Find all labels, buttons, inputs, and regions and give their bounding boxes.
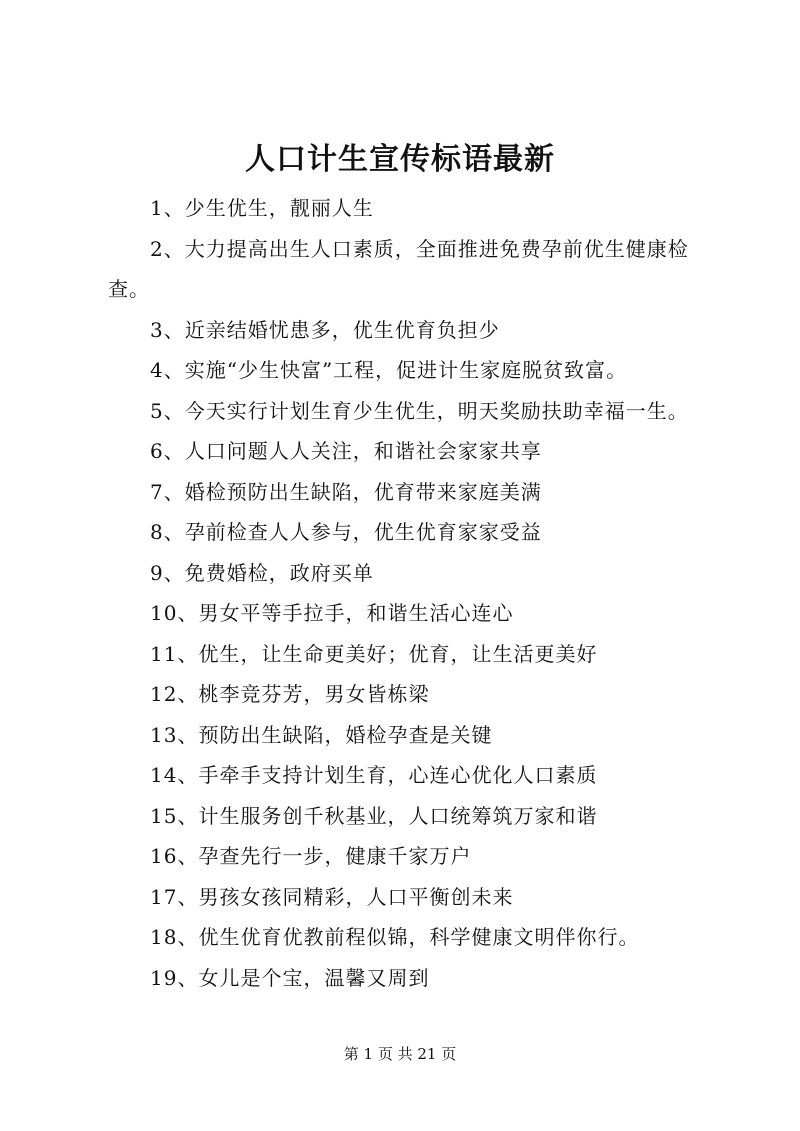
list-item: 4、实施“少生快富”工程，促进计生家庭脱贫致富。	[150, 358, 628, 382]
list-item: 11、优生，让生命更美好；优育，让生活更美好	[150, 641, 598, 666]
list-item: 13、预防出生缺陷，婚检孕查是关键	[150, 722, 493, 747]
list-item: 12、桃李竞芬芳，男女皆栋梁	[150, 682, 430, 706]
list-item: 5、今天实行计划生育少生优生，明天奖励扶助幸福一生。	[150, 398, 689, 423]
page-footer: 第 1 页 共 21 页	[343, 1045, 457, 1063]
list-item: 19、女儿是个宝，温馨又周到	[150, 965, 430, 990]
slogan-list	[108, 188, 708, 998]
list-item: 6、人口问题人人关注，和谐社会家家共享	[150, 439, 542, 463]
list-item: 16、孕查先行一步，健康千家万户	[150, 844, 472, 868]
list-item: 9、免费婚检，政府买单	[150, 560, 374, 585]
list-item: 10、男女平等手拉手，和谐生活心连心	[150, 601, 514, 625]
list-item: 1、少生优生，靓丽人生	[150, 196, 374, 220]
document-title: 人口计生宣传标语最新	[245, 142, 555, 177]
list-item: 14、手牵手支持计划生育，心连心优化人口素质	[150, 763, 598, 787]
list-item: 15、计生服务创千秋基业，人口统筹筑万家和谐	[150, 803, 598, 828]
list-item: 8、孕前检查人人参与，优生优育家家受益	[150, 520, 542, 544]
list-item: 2、大力提高出生人口素质，全面推进免费孕前优生健康检查。	[108, 236, 689, 301]
list-item: 17、男孩女孩同精彩，人口平衡创未来	[150, 884, 514, 909]
list-item: 7、婚检预防出生缺陷，优育带来家庭美满	[150, 479, 542, 504]
list-item: 3、近亲结婚忧患多，优生优育负担少	[150, 317, 500, 342]
list-item: 18、优生优育优教前程似锦，科学健康文明伴你行。	[150, 925, 640, 949]
